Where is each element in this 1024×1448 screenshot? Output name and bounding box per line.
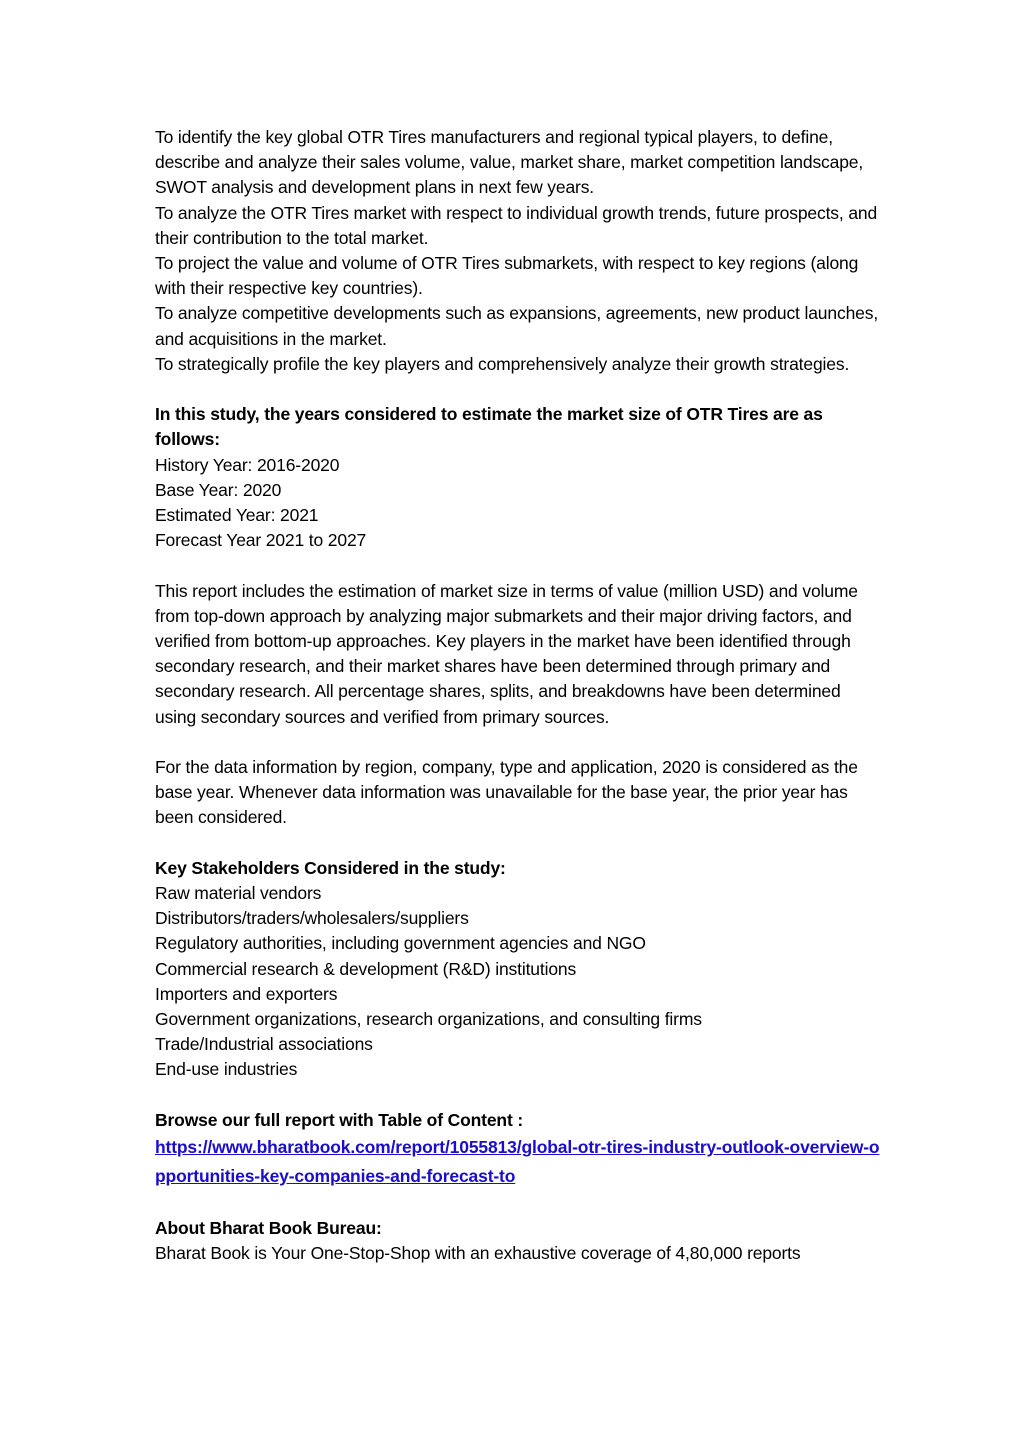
stakeholders-heading: Key Stakeholders Considered in the study:: [155, 857, 506, 878]
stakeholder-item: Trade/Industrial associations: [155, 1034, 373, 1055]
spacer: [155, 730, 885, 755]
document-page: [155, 125, 885, 1267]
browse-heading: Browse our full report with Table of Content :: [155, 1109, 524, 1130]
estimated-year: Estimated Year: 2021: [155, 505, 319, 526]
stakeholder-item: Commercial research & development (R&D) institutions: [155, 958, 577, 979]
objective-item: To analyze competitive developments such as expansions, agreements, new product launches, and acquisitions in the market.: [155, 303, 879, 349]
spacer: [155, 1191, 885, 1216]
stakeholder-item: End-use industries: [155, 1059, 298, 1080]
base-year: Base Year: 2020: [155, 479, 282, 500]
objectives-list: [155, 125, 885, 377]
methodology-paragraph: This report includes the estimation of market size in terms of value (million USD) and volume from top-down approach by analyzing major submarkets and their major driving factors, and verified from bottom-up approaches. Key players in the market have been identified through secondary research, and their market shares have been determined through primary and secondary research. All percentage shares, splits, and breakdowns have been determined using secondary sources and verified from primary sources.: [155, 580, 858, 727]
spacer: [155, 377, 885, 402]
objective-item: To identify the key global OTR Tires manufacturers and regional typical players, to define, describe and analyze their sales volume, value, market share, market competition landscape, SWOT analysis and development plans in next few years.: [155, 127, 864, 198]
stakeholder-item: Distributors/traders/wholesalers/suppliers: [155, 908, 469, 929]
about-heading: About Bharat Book Bureau:: [155, 1218, 382, 1239]
stakeholders-section: [155, 856, 885, 1083]
history-year: History Year: 2016-2020: [155, 454, 340, 475]
spacer: [155, 553, 885, 578]
spacer: [155, 831, 885, 856]
forecast-year: Forecast Year 2021 to 2027: [155, 530, 367, 551]
about-text: Bharat Book is Your One-Stop-Shop with an exhaustive coverage of 4,80,000 reports: [155, 1243, 801, 1264]
spacer: [155, 1083, 885, 1108]
base-year-paragraph: For the data information by region, company, type and application, 2020 is considered as the base year. Whenever data information was unavailable for the base year, the prior year has been considered.: [155, 757, 858, 828]
years-heading: In this study, the years considered to estimate the market size of OTR Tires are as follows:: [155, 404, 823, 450]
objective-item: To project the value and volume of OTR Tires submarkets, with respect to key regions (along with their respective key countries).: [155, 253, 859, 299]
stakeholder-item: Raw material vendors: [155, 883, 322, 904]
browse-section: [155, 1108, 885, 1191]
objective-item: To strategically profile the key players and comprehensively analyze their growth strategies.: [155, 353, 850, 374]
about-section: [155, 1216, 885, 1266]
stakeholder-item: Regulatory authorities, including government agencies and NGO: [155, 933, 646, 954]
years-section: [155, 402, 885, 553]
stakeholder-item: Government organizations, research organizations, and consulting firms: [155, 1009, 702, 1030]
stakeholder-item: Importers and exporters: [155, 983, 338, 1004]
objective-item: To analyze the OTR Tires market with respect to individual growth trends, future prospects, and their contribution to the total market.: [155, 202, 878, 248]
report-link[interactable]: https://www.bharatbook.com/report/1055813/global-otr-tires-industry-outlook-overview-opportunities-key-companies-and-forecast-to: [155, 1137, 880, 1187]
